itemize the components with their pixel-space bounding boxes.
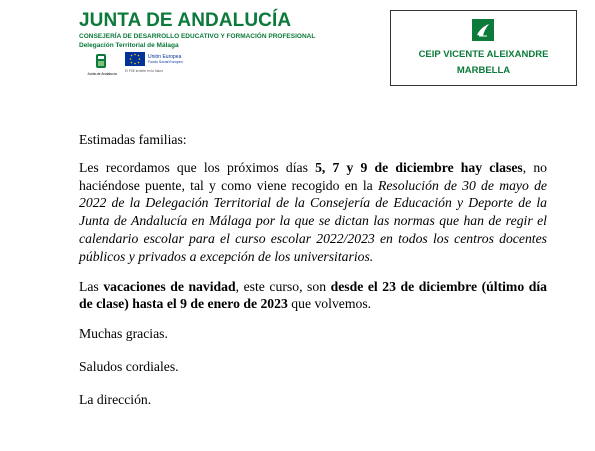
eu-logo: [125, 52, 205, 86]
reminder-text-start: Les recordamos que los próximos días: [79, 159, 316, 175]
eu-flag-icon: [125, 52, 145, 66]
greeting: Estimadas familias:: [79, 132, 187, 147]
header-organization: [79, 10, 369, 50]
holidays-dates: desde el 23 de diciembre (último día de clase) hasta el 9 de enero de 2023: [79, 278, 547, 312]
reminder-text-middle: , no haciéndose puente, tal y como viene recogido en la: [79, 159, 548, 193]
eu-motto: El FSE invierte en tu futuro: [125, 69, 164, 73]
org-department: CONSEJERÍA DE DESARROLLO EDUCATIVO Y FORMACIÓN PROFESIONAL: [79, 33, 316, 40]
org-delegation: Delegación Territorial de Málaga: [79, 42, 179, 49]
junta-andalucia-logo: [86, 52, 116, 84]
reminder-dates: 5, 7 y 9 de diciembre hay clases: [315, 159, 523, 175]
paragraph-reminder: [79, 159, 547, 266]
thanks-line: Muchas gracias.: [79, 326, 168, 342]
resolution-citation: Resolución de 30 de mayo de 2022 de la Delegación Territorial de la Consejería de Educación y Deporte de la Junta de Andalucía en Málaga por la que se dictan las normas que han de regir el calendario escolar para el curso escolar 2022/2023 en todos los centros docentes públicos y privados a excepción de los universitarios.: [79, 177, 547, 264]
school-logo-icon: [472, 19, 494, 41]
eu-fund-label: Fondo Social Europeo: [148, 60, 183, 64]
junta-shield-icon: [86, 52, 116, 72]
regards-line: Saludos cordiales.: [79, 358, 179, 374]
paragraph-holidays: [79, 278, 547, 314]
junta-logo-caption: Junta de Andalucía: [87, 72, 117, 76]
holidays-text-start: Las: [79, 278, 104, 294]
eu-label: Unión Europea: [148, 54, 182, 60]
school-location: MARBELLA: [456, 65, 511, 76]
header-logos: [86, 52, 206, 88]
letter-body: [79, 131, 547, 424]
school-box: [390, 10, 577, 86]
school-name: [391, 47, 576, 79]
school-name-line1: CEIP VICENTE ALEIXANDRE: [418, 49, 549, 60]
holidays-label: vacaciones de navidad: [103, 278, 236, 294]
org-title: JUNTA DE ANDALUCÍA: [79, 10, 292, 31]
holidays-text-end: que volvemos.: [287, 296, 372, 312]
holidays-text-middle: , este curso, son: [235, 278, 331, 294]
signature-line: La dirección.: [79, 391, 152, 407]
